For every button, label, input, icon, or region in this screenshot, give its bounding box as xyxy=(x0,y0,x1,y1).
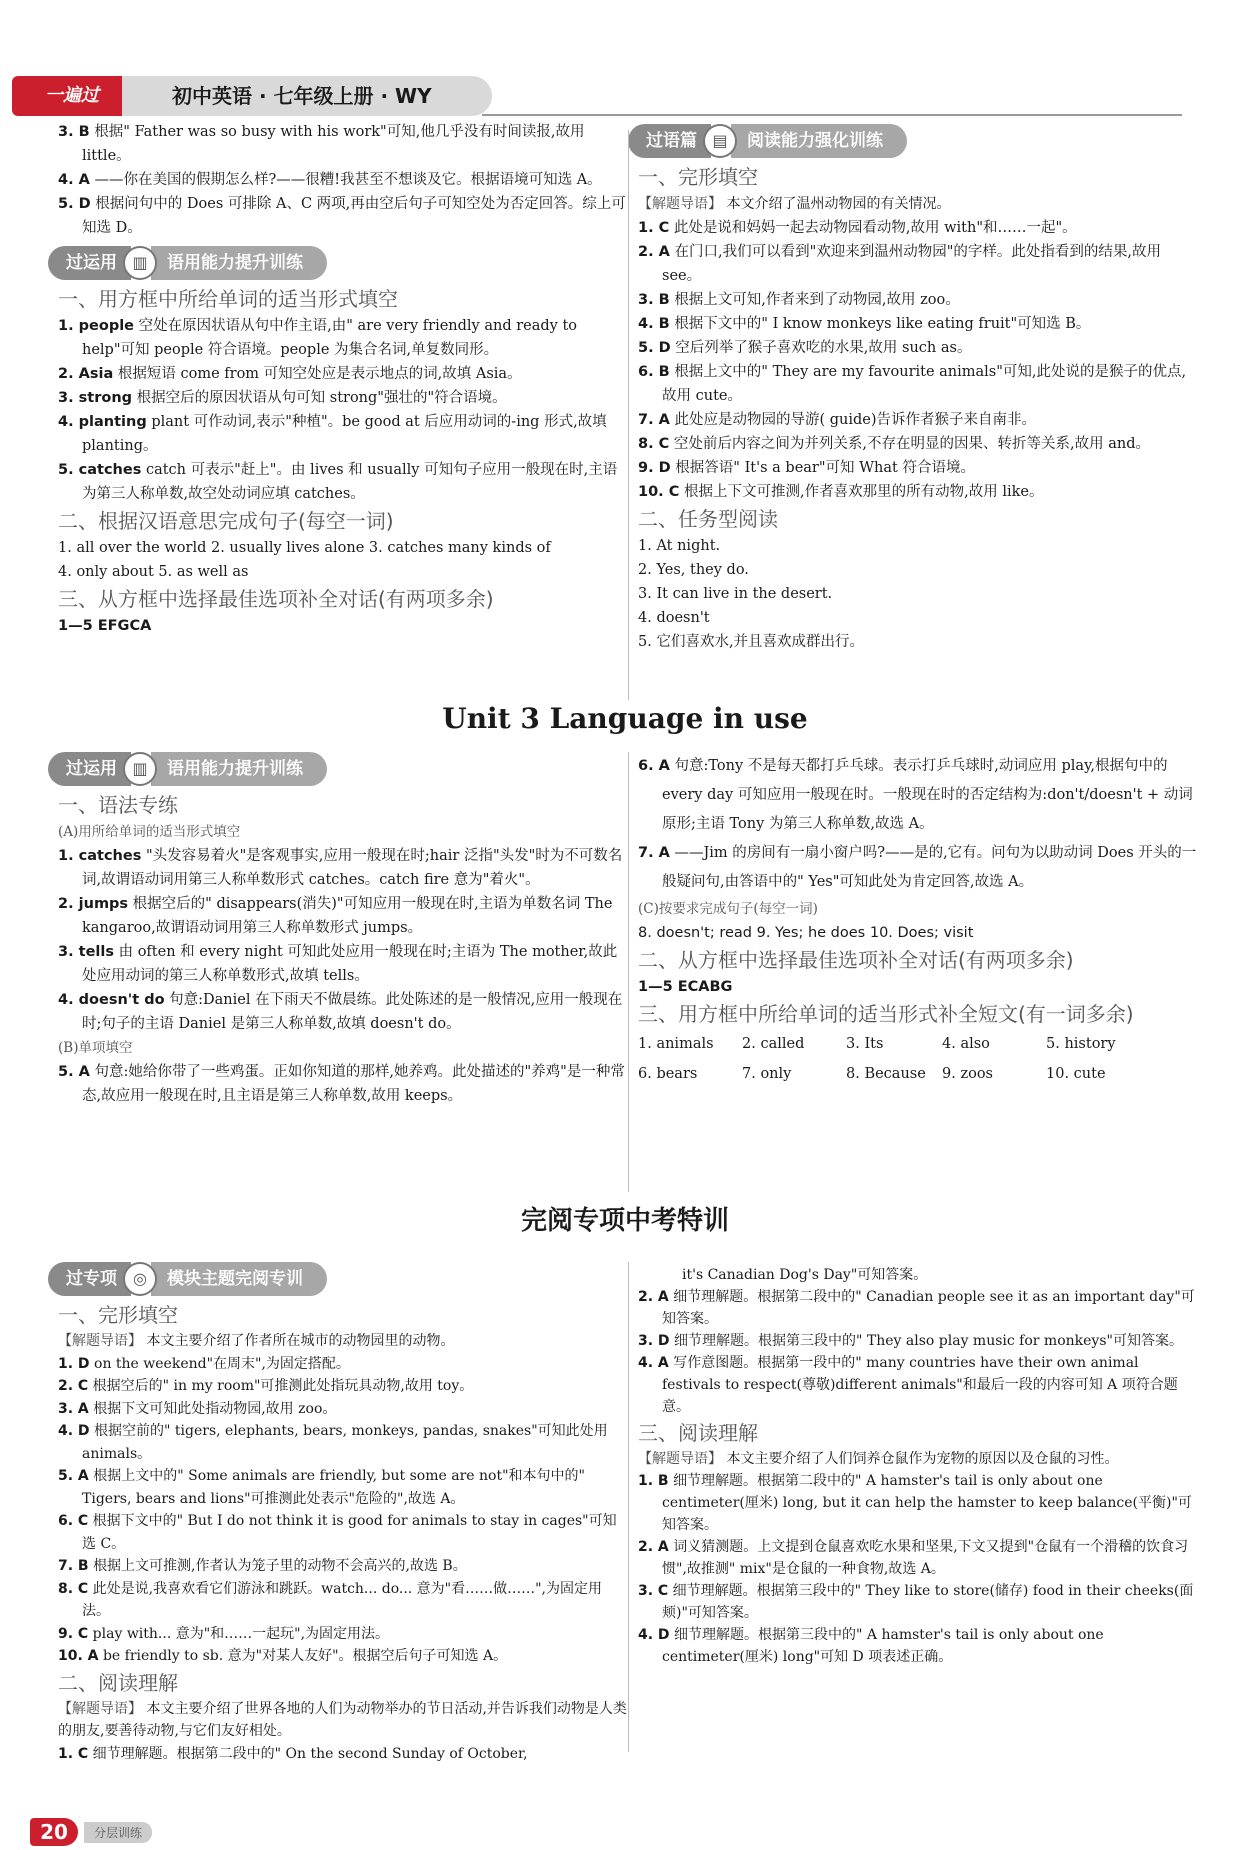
answer-explanation: 句意:Daniel 在下雨天不做晨练。此处陈述的是一般情况,应用一般现在时;句子的主语 Daniel 是第三人称单数,故填 doesn't do。 xyxy=(82,992,623,1032)
answer-explanation: 根据空后的" in my room"可推测此处指玩具动物,故用 toy。 xyxy=(92,1378,474,1394)
guide-label: 【解题导语】 xyxy=(58,1700,142,1717)
guide-body: 本文主要介绍了作者所在城市的动物园里的动物。 xyxy=(146,1333,455,1349)
chart-icon: ▥ xyxy=(123,246,157,280)
answer-line: 4. doesn't xyxy=(638,610,710,626)
answer-item xyxy=(58,1645,628,1668)
answer-line: 5. 它们喜欢水,并且喜欢成群出行。 xyxy=(638,634,865,650)
answer-number: 4. doesn't do xyxy=(58,992,165,1008)
answer-cell: 7. only xyxy=(742,1066,792,1082)
answer-explanation: 细节理解题。根据第二段中的" On the second Sunday of October, xyxy=(92,1745,528,1762)
answer-cell: 5. history xyxy=(1046,1036,1116,1052)
answer-cell: 10. cute xyxy=(1046,1066,1106,1082)
section-title: 完阅专项中考特训 xyxy=(520,1206,729,1236)
banner-title: 阅读能力强化训练 xyxy=(731,124,907,158)
answer-number: 5. A xyxy=(58,1468,89,1484)
answer-line: 1. all over the world 2. usually lives alone 3. catches many kinds of xyxy=(58,540,551,556)
answer-number: 1. C xyxy=(638,220,670,236)
subsection-heading: (B)单项填空 xyxy=(58,1040,133,1056)
answer-number: 5. catches xyxy=(58,462,142,478)
bottom-left-column xyxy=(58,1262,628,1765)
unit-left-column xyxy=(58,752,628,1108)
answer-item xyxy=(58,314,628,362)
answer-number: 4. A xyxy=(58,172,90,188)
answer-item xyxy=(58,386,628,410)
answer-number: 6. A xyxy=(638,758,670,774)
answer-explanation: 根据上文中的" They are my favourite animals"可知,此处说的是猴子的优点,故用 cute。 xyxy=(662,364,1187,404)
section-heading: 一、完形填空 xyxy=(638,165,758,189)
book-title: 初中英语 · 七年级上册 · WY xyxy=(122,76,492,116)
answer-item xyxy=(58,1465,628,1510)
answer-explanation: be friendly to sb. 意为"对某人友好"。根据空后句子可知选 A。 xyxy=(102,1648,508,1664)
answer-item xyxy=(58,1375,628,1398)
right-top-column xyxy=(638,120,1198,654)
answer-explanation: 根据" Father was so busy with his work"可知,他几乎没有时间读报,故用 little。 xyxy=(82,124,585,164)
answer-cell: 4. also xyxy=(942,1036,990,1052)
answer-number: 8. C xyxy=(58,1580,89,1597)
answer-explanation: ——Jim 的房间有一扇小窗户吗?——是的,它有。问句为以助动词 Does 开头的一般疑问句,由答语中的" Yes"可知此处为肯定回答,故选 A。 xyxy=(662,845,1197,890)
answer-item xyxy=(58,458,628,506)
answer-item xyxy=(638,408,1198,432)
answer-explanation: 由 often 和 every night 可知此处应用一般现在时;主语为 The mother,故此处应用动词的第三人称单数形式,故填 tells。 xyxy=(82,944,618,984)
answer-number: 3. tells xyxy=(58,944,114,960)
answer-item xyxy=(638,312,1198,336)
answer-number: 10. A xyxy=(58,1648,99,1664)
answer-explanation: 此处应是动物园的导游( guide)告诉作者猴子来自南非。 xyxy=(674,412,1037,428)
answer-explanation: 词义猜测题。上文提到仓鼠喜欢吃水果和坚果,下文又提到"仓鼠有一个滑稽的饮食习惯",故推测" mix"是仓鼠的一种食物,故选 A。 xyxy=(662,1539,1189,1577)
guide-label: 【解题导语】 xyxy=(638,196,722,212)
answer-explanation: 根据空后的原因状语从句可知 strong"强壮的"符合语境。 xyxy=(136,390,507,406)
answer-item xyxy=(638,432,1198,456)
answer-explanation: 根据空后的" disappears(消失)"可知应用一般现在时,主语为单数名词 The kangaroo,故谓语动词用第三人称单数形式 jumps。 xyxy=(82,896,613,936)
answer-number: 3. C xyxy=(638,1583,669,1599)
header-rule xyxy=(482,114,1182,116)
answer-number: 3. D xyxy=(638,1333,670,1349)
answer-item xyxy=(638,360,1198,408)
answer-number: 7. A xyxy=(638,845,670,861)
answer-number: 7. A xyxy=(638,412,670,428)
answer-item xyxy=(58,362,628,386)
section-heading: 一、语法专练 xyxy=(58,793,178,817)
answer-number: 5. D xyxy=(58,196,91,212)
answer-item xyxy=(638,456,1198,480)
answer-line: 1. At night. xyxy=(638,538,721,554)
answer-item xyxy=(638,839,1198,897)
section-banner xyxy=(628,124,1198,158)
page-number: 20 xyxy=(30,1818,78,1846)
guide-text xyxy=(58,1698,628,1743)
section-heading: 三、用方框中所给单词的适当形式补全短文(有一词多余) xyxy=(638,1002,1134,1026)
answer-item xyxy=(638,240,1198,288)
answer-item xyxy=(638,216,1198,240)
answer-item xyxy=(638,288,1198,312)
section-heading: 二、阅读理解 xyxy=(58,1670,178,1695)
answer-item xyxy=(58,1510,628,1555)
answer-number: 4. planting xyxy=(58,414,147,430)
answer-explanation: 根据答语" It's a bear"可知 What 符合语境。 xyxy=(675,460,975,476)
answer-line: 2. Yes, they do. xyxy=(638,562,749,578)
answer-number: 9. D xyxy=(638,460,671,476)
answer-number: 7. B xyxy=(58,1558,89,1574)
answer-explanation: 空处前后内容之间为并列关系,不存在明显的因果、转折等关系,故用 and。 xyxy=(673,436,1150,452)
answer-number: 1. C xyxy=(58,1745,89,1762)
answer-number: 2. C xyxy=(58,1378,89,1394)
answer-cell: 9. zoos xyxy=(942,1066,993,1082)
section-heading: 三、从方框中选择最佳选项补全对话(有两项多余) xyxy=(58,587,494,611)
answer-explanation: 此处是说和妈妈一起去动物园看动物,故用 with"和……一起"。 xyxy=(673,220,1077,236)
guide-text xyxy=(58,1330,628,1353)
banner-title: 语用能力提升训练 xyxy=(151,246,327,280)
answer-explanation: catch 可表示"赶上"。由 lives 和 usually 可知句子应用一般现在时,主语为第三人称单数,故空处动词应填 catches。 xyxy=(82,462,618,502)
banner-label: 过语篇 xyxy=(628,124,711,158)
column-divider xyxy=(628,130,629,700)
answer-explanation: 根据下文可知此处指动物园,故用 zoo。 xyxy=(93,1400,337,1417)
answer-number: 3. B xyxy=(58,124,90,140)
answer-item xyxy=(58,892,628,940)
answer-explanation: 细节理解题。根据第二段中的" Canadian people see it as an important day"可知答案。 xyxy=(662,1289,1195,1327)
answer-explanation: 句意:Tony 不是每天都打乒乓球。表示打乒乓球时,动词应用 play,根据句中的 every day 可知应用一般现在时。一般现在时的否定结构为:don't/doesn't + 动词原形;主语 Tony 为第三人称单数,故选 A。 xyxy=(662,758,1193,832)
answer-explanation: 写作意图题。根据第一段中的" many countries have their own animal festivals to respect(尊敬)different animals"和最后一段的内容可知 A 项符合题意。 xyxy=(662,1355,1178,1415)
answer-item xyxy=(638,1470,1198,1536)
answer-number: 1. B xyxy=(638,1473,669,1489)
answer-item xyxy=(58,120,628,168)
bottom-right-column xyxy=(638,1264,1198,1668)
section-heading: 三、阅读理解 xyxy=(638,1421,758,1445)
answer-explanation: 细节理解题。根据第三段中的" They like to store(储存) food in their cheeks(面颊)"可知答案。 xyxy=(662,1583,1194,1621)
section-heading: 二、任务型阅读 xyxy=(638,507,778,531)
answer-item xyxy=(638,1580,1198,1624)
answer-item xyxy=(638,1352,1198,1418)
answer-item xyxy=(58,1743,628,1766)
answer-number: 3. A xyxy=(58,1400,89,1417)
answer-explanation: 句意:她给你带了一些鸡蛋。正如你知道的那样,她养鸡。此处描述的"养鸡"是一种常态,故应用一般现在时,且主语是第三人称单数,故用 keeps。 xyxy=(82,1064,625,1104)
section-heading: 二、从方框中选择最佳选项补全对话(有两项多余) xyxy=(638,948,1074,972)
answer-item xyxy=(58,1060,628,1108)
subsection-heading: (C)按要求完成句子(每空一词) xyxy=(638,901,818,917)
answer-explanation: 空处在原因状语从句中作主语,由" are very friendly and ready to help"可知 people 符合语境。people 为集合名词,单复数同形。 xyxy=(82,318,578,358)
page-header xyxy=(12,68,1012,120)
left-top-column xyxy=(58,120,628,638)
answer-explanation: 根据问句中的 Does 可排除 A、C 两项,再由空后句子可知空处为否定回答。综上可知选 D。 xyxy=(82,196,626,236)
column-divider xyxy=(628,752,629,1192)
answer-cell: 3. Its xyxy=(846,1036,884,1052)
section-banner xyxy=(48,752,628,786)
answer-number: 2. jumps xyxy=(58,896,129,912)
answer-explanation: plant 可作动词,表示"种植"。be good at 后应用动词的-ing 形式,故填 planting。 xyxy=(82,414,607,454)
answer-line: 8. doesn't; read 9. Yes; he does 10. Does; visit xyxy=(638,925,974,941)
answer-grid-row xyxy=(638,1059,1198,1089)
guide-body: 本文介绍了温州动物园的有关情况。 xyxy=(726,196,951,212)
unit-right-column xyxy=(638,752,1198,1089)
answer-item xyxy=(58,410,628,458)
banner-title: 语用能力提升训练 xyxy=(151,752,327,786)
answer-explanation: 根据空前的" tigers, elephants, bears, monkeys, pandas, snakes"可知此处用 animals。 xyxy=(82,1423,608,1462)
answer-explanation: 细节理解题。根据第三段中的" A hamster's tail is only about one centimeter(厘米) long"可知 D 项表述正确。 xyxy=(662,1627,1104,1665)
answer-item xyxy=(58,1623,628,1646)
answer-number: 4. D xyxy=(58,1423,90,1439)
section-banner xyxy=(48,1262,628,1296)
book-icon: ▤ xyxy=(703,124,737,158)
answer-number: 4. A xyxy=(638,1355,669,1371)
answer-item xyxy=(58,168,628,192)
answer-number: 5. A xyxy=(58,1064,90,1080)
answer-number: 4. D xyxy=(638,1627,670,1643)
answer-line: 3. It can live in the desert. xyxy=(638,586,833,602)
answer-number: 1. people xyxy=(58,318,135,334)
section-heading: 一、完形填空 xyxy=(58,1303,178,1327)
answer-item xyxy=(58,192,628,240)
answer-explanation: 根据短语 come from 可知空处应是表示地点的词,故填 Asia。 xyxy=(117,366,522,382)
answer-item xyxy=(638,752,1198,839)
answer-line: 4. only about 5. as well as xyxy=(58,564,249,580)
answer-number: 2. Asia xyxy=(58,366,114,382)
answer-number: 10. C xyxy=(638,484,680,500)
answer-item xyxy=(58,1398,628,1421)
answer-item xyxy=(58,988,628,1036)
answer-cell: 8. Because xyxy=(846,1066,926,1082)
answer-cell: 2. called xyxy=(742,1036,805,1052)
answer-explanation: 细节理解题。根据第二段中的" A hamster's tail is only about one centimeter(厘米) long, but it can help the hamster to keep balance(平衡)"可知答案。 xyxy=(662,1473,1192,1533)
answer-item xyxy=(58,844,628,892)
section-heading: 一、用方框中所给单词的适当形式填空 xyxy=(58,287,398,311)
answer-explanation: 在门口,我们可以看到"欢迎来到温州动物园"的字样。此处指看到的结果,故用 see。 xyxy=(662,244,1162,284)
answer-line: 1—5 EFGCA xyxy=(58,618,152,634)
answer-explanation: 根据上下文可推测,作者喜欢那里的所有动物,故用 like。 xyxy=(684,484,1044,500)
answer-item xyxy=(638,1536,1198,1580)
answer-item xyxy=(638,1286,1198,1330)
answer-explanation: 根据上文可知,作者来到了动物园,故用 zoo。 xyxy=(674,292,960,308)
target-icon: ◎ xyxy=(123,1262,157,1296)
answer-number: 6. C xyxy=(58,1513,89,1529)
answer-explanation: 空后列举了猴子喜欢吃的水果,故用 such as。 xyxy=(675,340,972,356)
answer-item xyxy=(638,336,1198,360)
answer-cell: 6. bears xyxy=(638,1066,698,1082)
unit-title: Unit 3 Language in use xyxy=(442,702,808,735)
chart-icon: ▥ xyxy=(123,752,157,786)
answer-explanation: "头发容易着火"是客观事实,应用一般现在时;hair 泛指"头发"时为不可数名词,故谓语动词用第三人称单数形式 catches。catch fire 意为"着火"。 xyxy=(82,848,623,888)
guide-text xyxy=(638,1448,1198,1470)
guide-text xyxy=(638,192,1198,216)
banner-title: 模块主题完阅专训 xyxy=(151,1262,327,1296)
answer-item xyxy=(58,1578,628,1623)
answer-number: 2. A xyxy=(638,244,670,260)
guide-body: 本文主要介绍了世界各地的人们为动物举办的节日活动,并告诉我们动物是人类的朋友,要善待动物,与它们友好相处。 xyxy=(58,1700,627,1739)
answer-number: 1. catches xyxy=(58,848,142,864)
answer-cell: 1. animals xyxy=(638,1036,714,1052)
answer-item xyxy=(58,1555,628,1578)
answer-number: 8. C xyxy=(638,436,670,452)
answer-explanation: on the weekend"在周末",为固定搭配。 xyxy=(94,1355,350,1372)
section-heading: 二、根据汉语意思完成句子(每空一词) xyxy=(58,509,394,533)
column-divider xyxy=(628,1262,629,1752)
banner-label: 过专项 xyxy=(48,1262,131,1296)
answer-number: 3. strong xyxy=(58,390,133,406)
answer-number: 1. D xyxy=(58,1355,90,1372)
answer-number: 9. C xyxy=(58,1625,89,1642)
answer-line: 1—5 ECABG xyxy=(638,979,733,995)
answer-number: 4. B xyxy=(638,316,670,332)
answer-item xyxy=(638,1330,1198,1352)
answer-item xyxy=(638,480,1198,504)
answer-explanation: 根据下文中的" I know monkeys like eating fruit"可知选 B。 xyxy=(674,316,1091,332)
banner-label: 过运用 xyxy=(48,246,131,280)
answer-number: 6. B xyxy=(638,364,670,380)
answer-explanation: 根据下文中的" But I do not think it is good for animals to stay in cages"可知选 C。 xyxy=(82,1513,617,1552)
answer-item xyxy=(638,1624,1198,1668)
answer-explanation: 根据上文可推测,作者认为笼子里的动物不会高兴的,故选 B。 xyxy=(93,1558,467,1574)
guide-label: 【解题导语】 xyxy=(58,1333,142,1349)
answer-explanation: 此处是说,我喜欢看它们游泳和跳跃。watch... do... 意为"看……做……",为固定用法。 xyxy=(82,1580,603,1619)
answer-number: 3. B xyxy=(638,292,670,308)
brand-logo: 一遍过 xyxy=(12,76,132,116)
continued-text: it's Canadian Dog's Day"可知答案。 xyxy=(682,1267,928,1283)
guide-body: 本文主要介绍了人们饲养仓鼠作为宠物的原因以及仓鼠的习性。 xyxy=(726,1451,1119,1467)
section-banner xyxy=(48,246,628,280)
subsection-heading: (A)用所给单词的适当形式填空 xyxy=(58,824,241,840)
answer-explanation: ——你在美国的假期怎么样?——很糟!我甚至不想谈及它。根据语境可知选 A。 xyxy=(94,172,602,188)
footer-label: 分层训练 xyxy=(84,1822,152,1843)
answer-number: 2. A xyxy=(638,1539,669,1555)
answer-item xyxy=(58,1420,628,1465)
guide-label: 【解题导语】 xyxy=(638,1451,722,1467)
answer-explanation: 根据上文中的" Some animals are friendly, but some are not"和本句中的" Tigers, bears and lions"可推测此处表示"危险的",故选 A。 xyxy=(82,1468,585,1507)
answer-number: 5. D xyxy=(638,340,671,356)
answer-item xyxy=(58,1353,628,1376)
answer-grid-row xyxy=(638,1029,1198,1059)
answer-number: 2. A xyxy=(638,1289,669,1305)
answer-item xyxy=(58,940,628,988)
answer-explanation: 细节理解题。根据第三段中的" They also play music for monkeys"可知答案。 xyxy=(674,1333,1183,1349)
banner-label: 过运用 xyxy=(48,752,131,786)
answer-explanation: play with... 意为"和……一起玩",为固定用法。 xyxy=(92,1625,390,1642)
